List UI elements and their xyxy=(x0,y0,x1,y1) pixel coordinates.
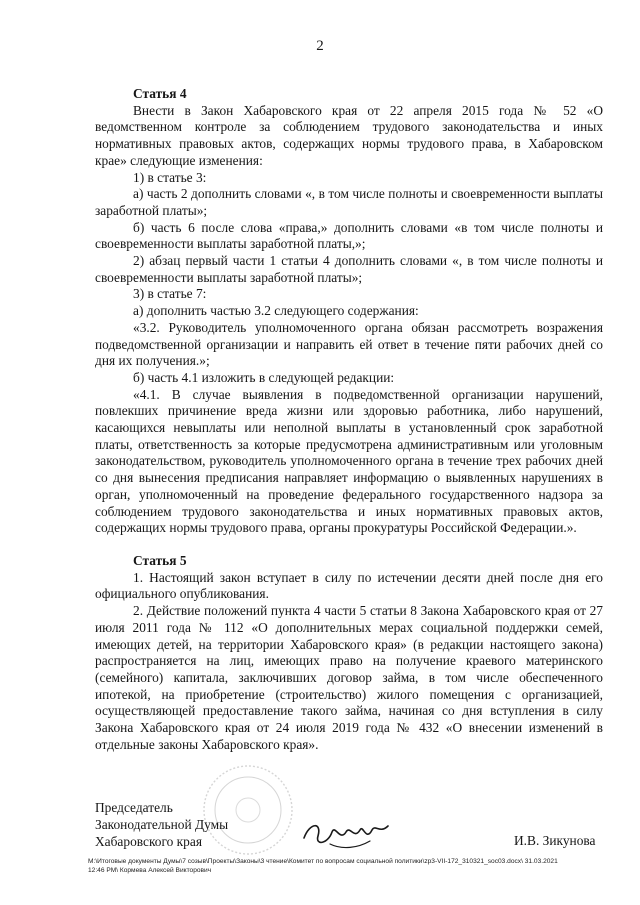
article-4-paragraph: Внести в Закон Хабаровского края от 22 апреля 2015 года № 52 «О ведомственном контроле за соблюдением трудового законодательства и иных нормативных правовых актов, содержащих нормы трудового права, в Хабаровском крае» следующие изменения: xyxy=(95,102,603,168)
handwritten-signature xyxy=(300,808,395,856)
article-4-paragraph: а) часть 2 дополнить словами «, в том числе полноты и своевременности выплаты заработной платы»; xyxy=(95,186,603,218)
article-5-paragraph: 2. Действие положений пункта 4 части 5 статьи 8 Закона Хабаровского края от 27 июля 2011 года № 112 «О дополнительных мерах социальной поддержки семей, имеющих детей, на территории Хабаровского края» (в редакции настоящего закона) распространяется на лиц, имеющих право на получение краевого материнского (семейного) капитала, заключивших договор займа, в том числе обеспеченного ипотекой, на приобретение (строительство) жилого помещения с организацией, осуществляющей предоставление такого займа, начиная со дня вступления в силу Закона Хабаровского края от 24 июля 2019 года № 432 «О внесении изменений в отдельные законы Хабаровского края». xyxy=(95,603,603,752)
article-4-paragraph: «3.2. Руководитель уполномоченного органа обязан рассмотреть возражения подведомственной организации и направить ей ответ в течение пяти рабочих дней со дня их получения.»; xyxy=(95,319,603,369)
signatory-title-line: Хабаровского края xyxy=(95,834,202,849)
signatory-title-line: Законодательной Думы xyxy=(95,817,229,832)
article-5-paragraph: 1. Настоящий закон вступает в силу по истечении десяти дней после дня его официального опубликования. xyxy=(95,569,603,602)
document-body xyxy=(95,86,603,753)
article-4-paragraph: б) часть 6 после слова «права,» дополнить словами «в том числе полноты и своевременности выплаты заработной платы,»; xyxy=(95,219,603,252)
article-5-heading: Статья 5 xyxy=(133,552,187,568)
footer-author: 12:46 PM\ Кормева Алексей Викторович xyxy=(88,867,212,874)
page-number: 2 xyxy=(316,38,324,54)
signatory-name: И.В. Зикунова xyxy=(514,833,596,848)
article-4-heading: Статья 4 xyxy=(133,86,187,101)
article-4-paragraph: б) часть 4.1 изложить в следующей редакции: xyxy=(133,369,395,385)
article-4-paragraph: 1) в статье 3: xyxy=(133,169,207,185)
article-4-paragraph: 2) абзац первый части 1 статьи 4 дополнить словами «, в том числе полноты и своевременности выплаты заработной платы»; xyxy=(95,253,603,285)
document-footer xyxy=(88,857,608,875)
signatory-title-line: Председатель xyxy=(95,800,173,815)
signatory-title xyxy=(95,799,228,850)
footer-path: M:\Итоговые документы Думы\7 созыв\Проекты\Законы\3 чтение\Комитет по вопросам социальной политики\zp3-VII-172_310321_soc03.docx\ 31.03.2021 xyxy=(88,858,558,865)
article-4-paragraph: 3) в статье 7: xyxy=(133,286,207,302)
article-4-paragraph: а) дополнить частью 3.2 следующего содержания: xyxy=(133,303,419,319)
article-4-paragraph: «4.1. В случае выявления в подведомственной организации нарушений, повлекших причинение вреда жизни или здоровью работника, либо нарушений, касающихся невыплаты или неполной выплаты в установленный срок заработной платы, ответственность за которые предусмотрена административным или уголовным законодательством, руководитель уполномоченного органа в течение трех рабочих дней со дня вынесения предписания направляет информацию о выявленных нарушениях в орган, уполномоченный на проведение федерального государственного надзора за соблюдением трудового законодательства и иных нормативных правовых актов, содержащих нормы трудового права, органы прокуратуры Российской Федерации.». xyxy=(95,386,603,536)
